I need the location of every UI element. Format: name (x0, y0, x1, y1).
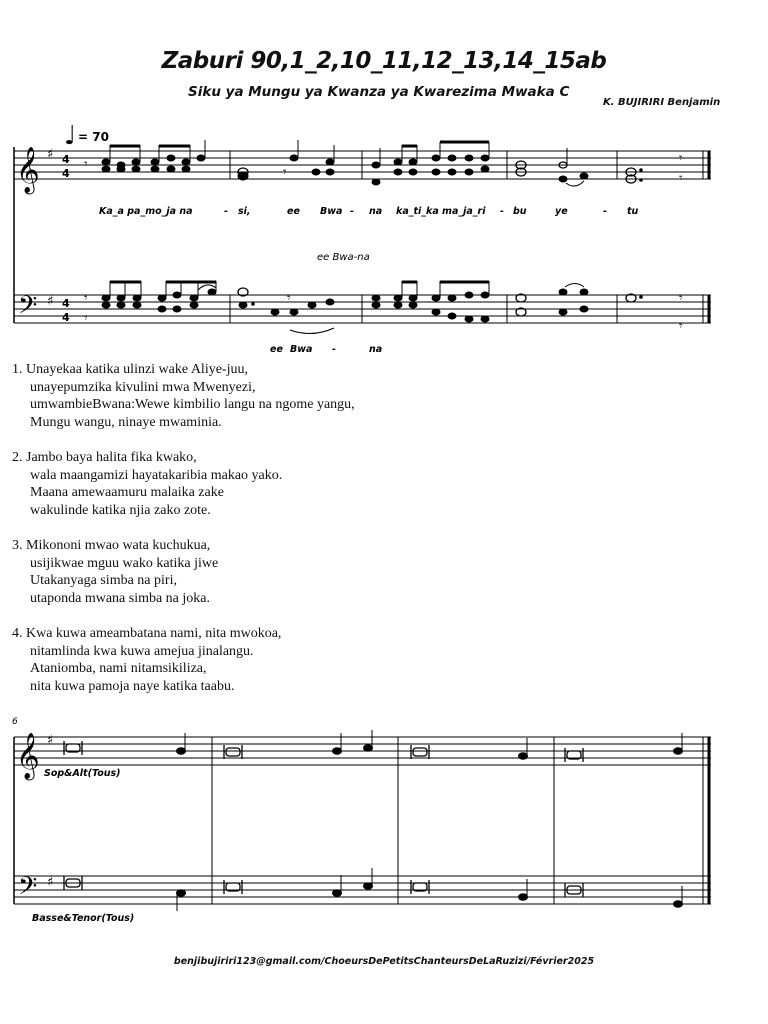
lyric-syllable: ee (270, 344, 283, 355)
psalm-lower-notes (64, 868, 683, 911)
eighth-rest-icon: 𝄾 (679, 151, 683, 166)
verse-line: nitamlinda kwa kuwa amejua jinalangu. (30, 643, 254, 659)
lyric-syllable: - (500, 206, 504, 217)
time-signature-top: 4 (62, 153, 70, 166)
time-signature-top: 4 (62, 297, 70, 310)
composer-credit: K. BUJIRIRI Benjamin (603, 97, 721, 108)
bass-clef-icon: 𝄢 (18, 872, 38, 907)
psalm-upper-staff (14, 737, 711, 765)
verse-line: Mungu wangu, ninaye mwaminia. (30, 414, 222, 430)
verse-line: wala maangamizi hayatakaribia makao yako. (30, 467, 283, 483)
verse-line: 1. Unayekaa katika ulinzi wake Aliye-juu, (12, 362, 248, 377)
tempo-mark: = 70 (78, 130, 109, 144)
verse-line: usijikwae mguu wako katika jiwe (30, 555, 219, 571)
verse-line: umwambieBwana:Wewe kimbilio langu na ngome yangu, (30, 397, 355, 413)
eighth-rest-icon: 𝄾 (287, 291, 291, 306)
psalm-lower-staff (14, 876, 711, 904)
verse-line: Ataniomba, nami nitamsikiliza, (30, 661, 207, 677)
eighth-rest-icon: 𝄾 (283, 165, 287, 180)
verse-line: wakulinde katika njia zako zote. (30, 502, 211, 518)
verse-line: utaponda mwana simba na joka. (30, 590, 211, 606)
psalm-lower-label: Basse&Tenor(Tous) (32, 913, 135, 924)
verse-line: 3. Mikononi mwao wata kuchukua, (12, 537, 211, 553)
eighth-rest-icon: 𝄾 (84, 291, 88, 306)
eighth-rest-icon: 𝄾 (679, 319, 683, 334)
lyric-syllable: Ka_a pa_mo_ja na (99, 206, 193, 217)
eighth-rest-icon: 𝄾 (679, 291, 683, 306)
eighth-rest-icon: 𝄾 (84, 311, 88, 326)
page-subtitle: Siku ya Mungu ya Kwanza ya Kwarezima Mwaka C (188, 84, 570, 100)
verse-line: unayepumzika kivulini mwa Mwenyezi, (30, 379, 256, 395)
lyric-syllable: Bwa (290, 344, 313, 355)
lyric-syllable: - (350, 206, 354, 217)
lyric-syllable: ka_ti_ka ma_ja_ri (396, 206, 486, 217)
key-sharp-icon: ♯ (47, 875, 54, 890)
bass-clef-icon: 𝄢 (18, 291, 38, 326)
verse-line: nita kuwa pamoja naye katika taabu. (30, 678, 235, 694)
time-signature-bottom: 4 (62, 167, 70, 180)
time-signature-bottom: 4 (62, 311, 70, 324)
lyric-syllable: na (369, 344, 383, 355)
psalm-upper-label: Sop&Alt(Tous) (44, 768, 121, 779)
lyric-syllable: Bwa (320, 206, 343, 217)
verse-line: 2. Jambo baya halita fika kwako, (12, 449, 197, 465)
treble-clef-icon: 𝄞 (16, 733, 40, 779)
lyrics-middle: ee Bwa-na (317, 252, 370, 263)
key-sharp-icon: ♯ (47, 147, 54, 162)
lyric-syllable: - (332, 344, 336, 355)
page-title: Zaburi 90,1_2,10_11,12_13,14_15ab (161, 48, 607, 74)
treble-clef-icon: 𝄞 (16, 147, 40, 193)
verse-line: Maana amewaamuru malaika zake (30, 485, 224, 501)
tempo-note-icon: ♩ (64, 121, 77, 151)
lyric-syllable: bu (513, 206, 527, 217)
lyric-syllable: si, (238, 206, 251, 217)
footer-credit: benjibujiriri123@gmail.com/ChoeursDePetitsChanteursDeLaRuzizi/Février2025 (173, 956, 595, 967)
psalm-upper-notes (64, 730, 683, 762)
key-sharp-icon: ♯ (47, 733, 54, 748)
psalm-barlines (212, 737, 709, 904)
verse-line: Utakanyaga simba na piri, (30, 573, 177, 589)
measure-number: 6 (12, 717, 18, 727)
verse-line: 4. Kwa kuwa ameambatana nami, nita mwokoa, (12, 625, 282, 641)
lyric-syllable: ye (555, 206, 568, 217)
eighth-rest-icon: 𝄾 (679, 171, 683, 186)
lyric-syllable: tu (627, 206, 639, 217)
lyric-syllable: na (369, 206, 383, 217)
key-sharp-icon: ♯ (47, 294, 54, 309)
lyric-syllable: ee (287, 206, 300, 217)
lyric-syllable: - (603, 206, 607, 217)
lyric-syllable: - (224, 206, 228, 217)
eighth-rest-icon: 𝄾 (84, 157, 88, 172)
